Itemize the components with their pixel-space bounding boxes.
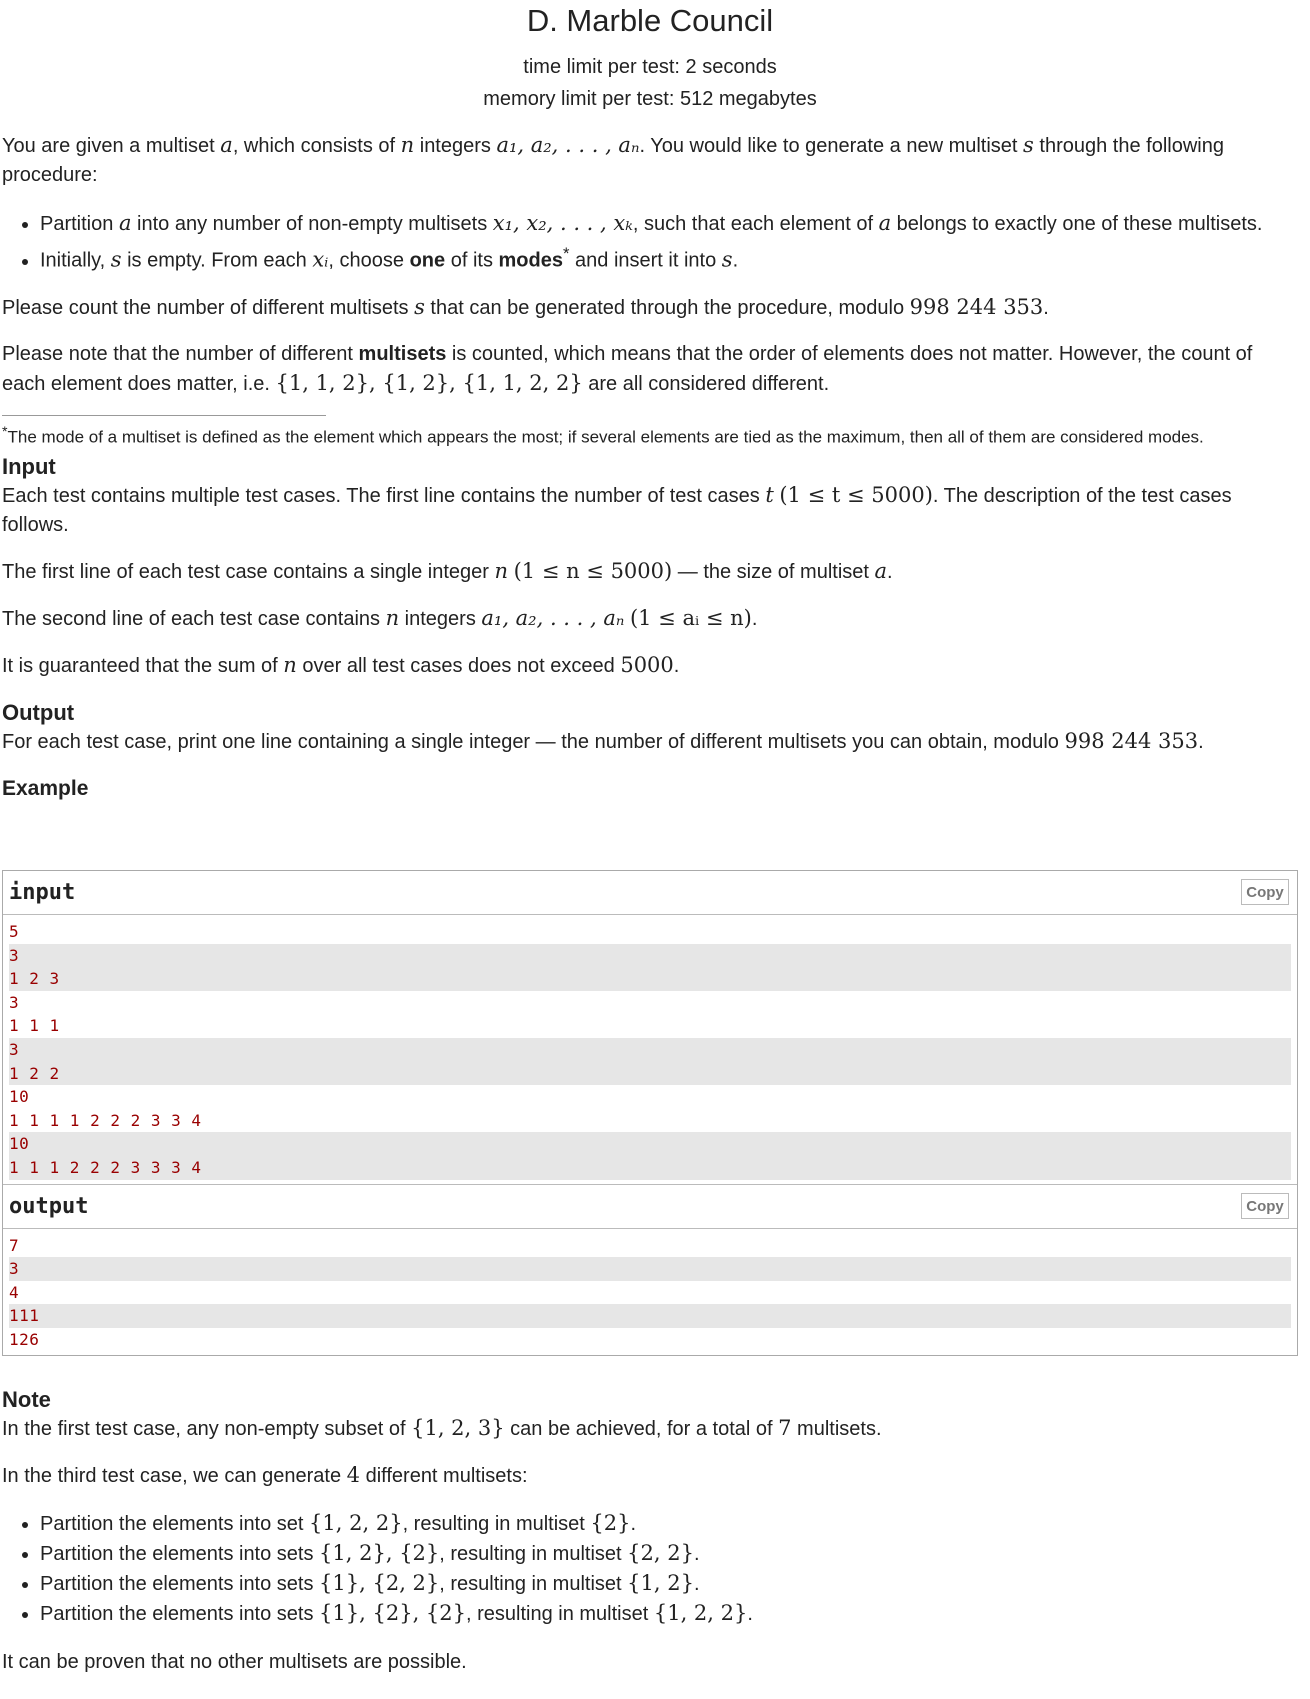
legend-paragraph-3: Please note that the number of different multisets is counted, which means that the order of elements does not matter. However, the count of each element does matter, i.e. {1, 1, 2}, {1, 2}, {1, 1, 2, 2} are all considered different. <box>2 342 1253 395</box>
note-final: It can be proven that no other multisets are possible. <box>2 1651 467 1673</box>
copy-input-button[interactable]: Copy <box>1241 879 1289 905</box>
input-line: 10 <box>9 1087 30 1107</box>
list-item: • Partition the elements into sets {1}, {2}, {2}, resulting in multiset {1, 2, 2}. <box>40 1599 1298 1629</box>
input-title: Input <box>2 454 56 480</box>
output-lines <box>3 1229 1297 1356</box>
list-item: • Initially, s is empty. From each xᵢ, choose one of its modes* and insert it into s. <box>40 239 1298 276</box>
procedure-list <box>2 209 1298 276</box>
memory-limit: memory limit per test: 512 megabytes <box>483 88 817 110</box>
copy-output-button[interactable]: Copy <box>1241 1193 1289 1219</box>
problem-title: D. Marble Council <box>526 3 774 38</box>
output-header <box>3 1184 1297 1229</box>
input-line: 1 1 1 <box>9 1016 60 1036</box>
output-line-1: For each test case, print one line containing a single integer — the number of different multisets you can obtain, modulo 998 244 353. <box>2 729 1204 754</box>
footnote: *The mode of a multiset is defined as the element which appears the most; if several elements are tied as the maximum, then all of them are considered modes. <box>2 423 1204 447</box>
output-label: output <box>9 1193 89 1219</box>
problem-statement <box>2 0 1298 803</box>
note-line-1: In the first test case, any non-empty subset of {1, 2, 3} can be achieved, for a total of 7 multisets. <box>2 1416 882 1440</box>
input-line-4: It is guaranteed that the sum of n over all test cases does not exceed 5000. <box>2 653 680 678</box>
input-line: 3 <box>9 1038 1291 1062</box>
example-box <box>2 870 1298 1356</box>
footnote-divider <box>2 415 326 416</box>
input-lines <box>3 915 1297 1184</box>
legend-paragraph-2: Please count the number of different multisets s that can be generated through the procedure, modulo 998 244 353. <box>2 294 1049 319</box>
output-line: 126 <box>9 1329 40 1349</box>
output-line: 3 <box>9 1257 1291 1281</box>
output-title: Output <box>2 700 75 726</box>
note-list <box>2 1509 1298 1629</box>
input-line: 1 1 1 1 2 2 2 3 3 4 <box>9 1110 202 1130</box>
list-item: • Partition the elements into sets {1}, {2, 2}, resulting in multiset {1, 2}. <box>40 1569 1298 1599</box>
input-line-3: The second line of each test case contains n integers a₁, a₂, . . . , aₙ (1 ≤ aᵢ ≤ n). <box>2 606 758 631</box>
note-section <box>2 1386 1298 1677</box>
limits <box>2 51 1298 115</box>
list-item: • Partition a into any number of non-empty multisets x₁, x₂, . . . , xₖ, such that each element of a belongs to exactly one of these multisets. <box>40 209 1298 239</box>
time-limit: time limit per test: 2 seconds <box>523 56 777 78</box>
output-line: 111 <box>9 1304 1291 1328</box>
list-item: • Partition the elements into sets {1, 2}, {2}, resulting in multiset {2, 2}. <box>40 1539 1298 1569</box>
output-line: 7 <box>9 1235 20 1255</box>
input-line: 1 2 3 <box>9 967 1291 991</box>
note-title: Note <box>2 1387 51 1412</box>
list-item: • Partition the elements into set {1, 2, 2}, resulting in multiset {2}. <box>40 1509 1298 1539</box>
input-line: 1 2 2 <box>9 1062 1291 1086</box>
input-line: 1 1 1 2 2 2 3 3 3 4 <box>9 1156 1291 1180</box>
input-line-1: Each test contains multiple test cases. The first line contains the number of test cases t (1 ≤ t ≤ 5000). The description of the test cases follows. <box>2 483 1232 537</box>
input-header <box>3 871 1297 915</box>
input-line: 3 <box>9 992 20 1012</box>
input-line: 5 <box>9 922 20 941</box>
input-line-2: The first line of each test case contains a single integer n (1 ≤ n ≤ 5000) — the size of multiset a. <box>2 559 893 584</box>
example-title: Example <box>2 777 89 801</box>
input-label: input <box>9 880 76 905</box>
note-line-2: In the third test case, we can generate 4 different multisets: <box>2 1463 528 1487</box>
input-line: 3 <box>9 944 1291 968</box>
input-line: 10 <box>9 1132 1291 1156</box>
legend-paragraph-1: You are given a multiset a, which consists of n integers a₁, a₂, . . . , aₙ. You would like to generate a new multiset s through the following procedure: <box>2 133 1224 186</box>
output-line: 4 <box>9 1282 20 1302</box>
